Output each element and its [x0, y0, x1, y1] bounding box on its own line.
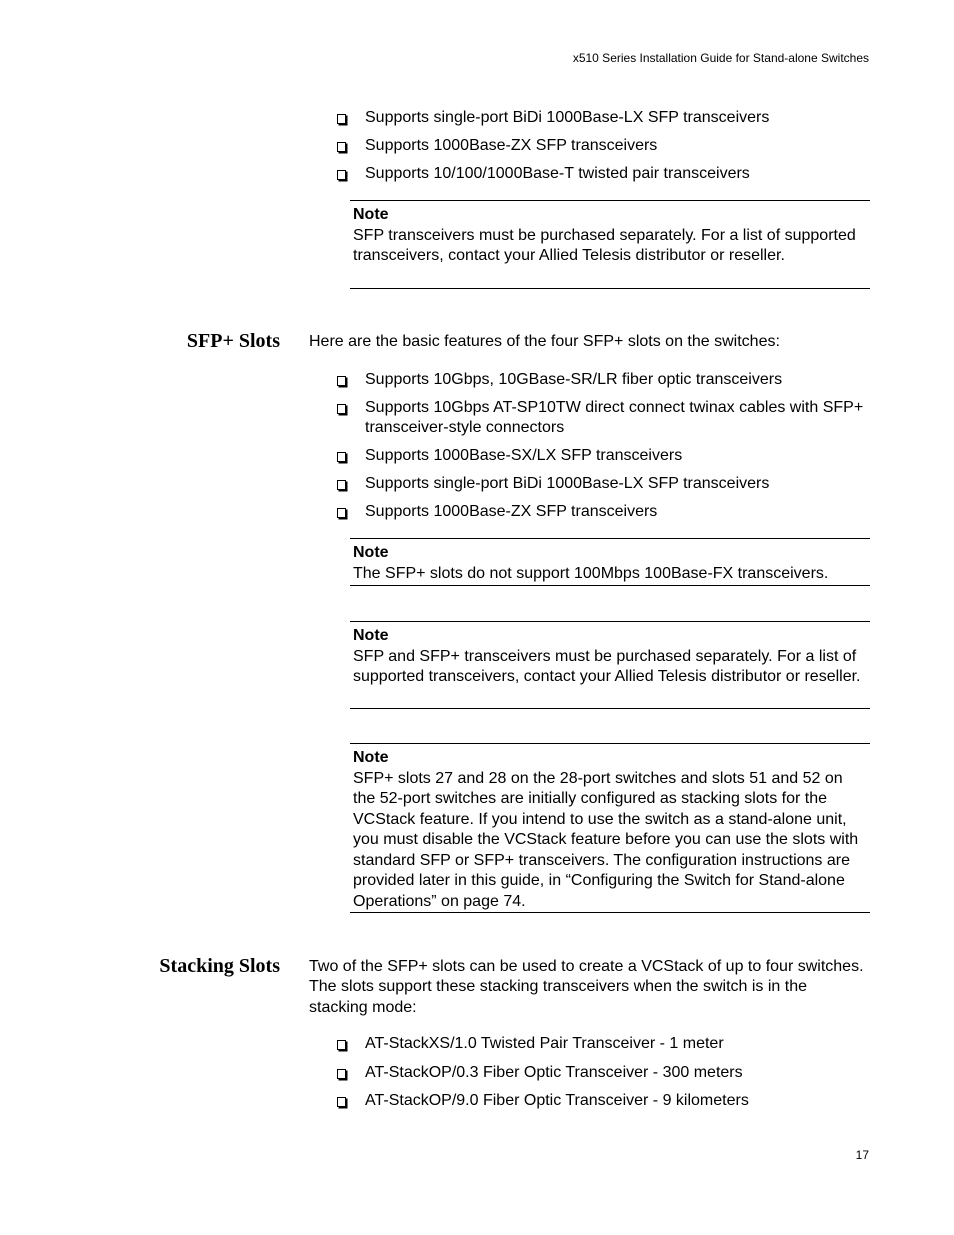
note-box: [350, 200, 870, 289]
note-title: Note: [353, 749, 389, 766]
list-item-text: AT-StackOP/9.0 Fiber Optic Transceiver - 9 kilometers: [365, 1092, 749, 1109]
checkbox-bullet-icon: [337, 170, 346, 180]
running-header: x510 Series Installation Guide for Stand-alone Switches: [572, 51, 869, 65]
checkbox-bullet-icon: [337, 376, 346, 386]
list-item: [336, 502, 870, 522]
list-item: [336, 1034, 870, 1054]
list-item: [336, 164, 870, 184]
list-item: [336, 370, 870, 390]
stacking-intro: Two of the SFP+ slots can be used to create a VCStack of up to four switches. The slots support these stacking transceivers when the switch is in the stacking mode:: [309, 958, 864, 1016]
list-item: [336, 474, 870, 494]
note-text: SFP and SFP+ transceivers must be purchased separately. For a list of supported transceivers, contact your Allied Telesis distributor or reseller.: [353, 647, 861, 685]
note-box: [350, 743, 870, 913]
list-item-text: Supports 1000Base-SX/LX SFP transceivers: [365, 447, 683, 464]
checkbox-bullet-icon: [337, 508, 346, 518]
note-box: [350, 538, 870, 586]
note-text: SFP+ slots 27 and 28 on the 28-port switches and slots 51 and 52 on the 52-port switches are initially configured as stacking slots for the VCStack feature. If you intend to use the switch as a stand-alone unit, you must disable the VCStack feature before you can use the slots with standard SFP or SFP+ transceivers. The configuration instructions are provided later in this guide, in “Configuring the Switch for Stand-alone Operations” on page 74.: [353, 769, 859, 910]
checkbox-bullet-icon: [337, 404, 346, 414]
list-item-text: Supports 1000Base-ZX SFP transceivers: [365, 503, 658, 520]
section-heading-sfp-plus: SFP+ Slots: [186, 330, 280, 352]
list-item-text: Supports single-port BiDi 1000Base-LX SFP transceivers: [365, 109, 770, 126]
list-item-text: Supports 10/100/1000Base-T twisted pair transceivers: [365, 165, 750, 182]
list-item: [336, 1091, 870, 1111]
list-item: [336, 446, 870, 466]
stacking-bullet-list: [336, 1034, 870, 1111]
note-title: Note: [353, 627, 389, 644]
note-text: The SFP+ slots do not support 100Mbps 100Base-FX transceivers.: [353, 564, 829, 582]
list-item-text: AT-StackXS/1.0 Twisted Pair Transceiver - 1 meter: [365, 1035, 724, 1052]
note-text: SFP transceivers must be purchased separately. For a list of supported transceivers, contact your Allied Telesis distributor or reseller.: [353, 226, 856, 264]
checkbox-bullet-icon: [337, 480, 346, 490]
list-item-text: AT-StackOP/0.3 Fiber Optic Transceiver - 300 meters: [365, 1064, 743, 1081]
list-item-text: Supports 1000Base-ZX SFP transceivers: [365, 137, 658, 154]
checkbox-bullet-icon: [337, 1040, 346, 1050]
list-item-text: Supports single-port BiDi 1000Base-LX SFP transceivers: [365, 475, 770, 492]
list-item-text: Supports 10Gbps AT-SP10TW direct connect twinax cables with SFP+ transceiver-style connectors: [365, 399, 864, 436]
checkbox-bullet-icon: [337, 452, 346, 462]
checkbox-bullet-icon: [337, 1069, 346, 1079]
list-item: [336, 108, 870, 128]
page-number: 17: [855, 1148, 869, 1162]
note-title: Note: [353, 544, 389, 561]
list-item-text: Supports 10Gbps, 10GBase-SR/LR fiber optic transceivers: [365, 371, 783, 388]
note-box: [350, 621, 870, 709]
list-item: [336, 136, 870, 156]
list-item: [336, 1063, 870, 1083]
checkbox-bullet-icon: [337, 114, 346, 124]
sfp-plus-intro: Here are the basic features of the four SFP+ slots on the switches:: [309, 333, 780, 350]
top-bullet-list: [336, 108, 870, 184]
note-title: Note: [353, 206, 389, 223]
list-item: [336, 398, 870, 438]
checkbox-bullet-icon: [337, 1097, 346, 1107]
section-heading-stacking-slots: Stacking Slots: [159, 955, 280, 977]
checkbox-bullet-icon: [337, 142, 346, 152]
sfp-plus-bullet-list: [336, 370, 870, 522]
